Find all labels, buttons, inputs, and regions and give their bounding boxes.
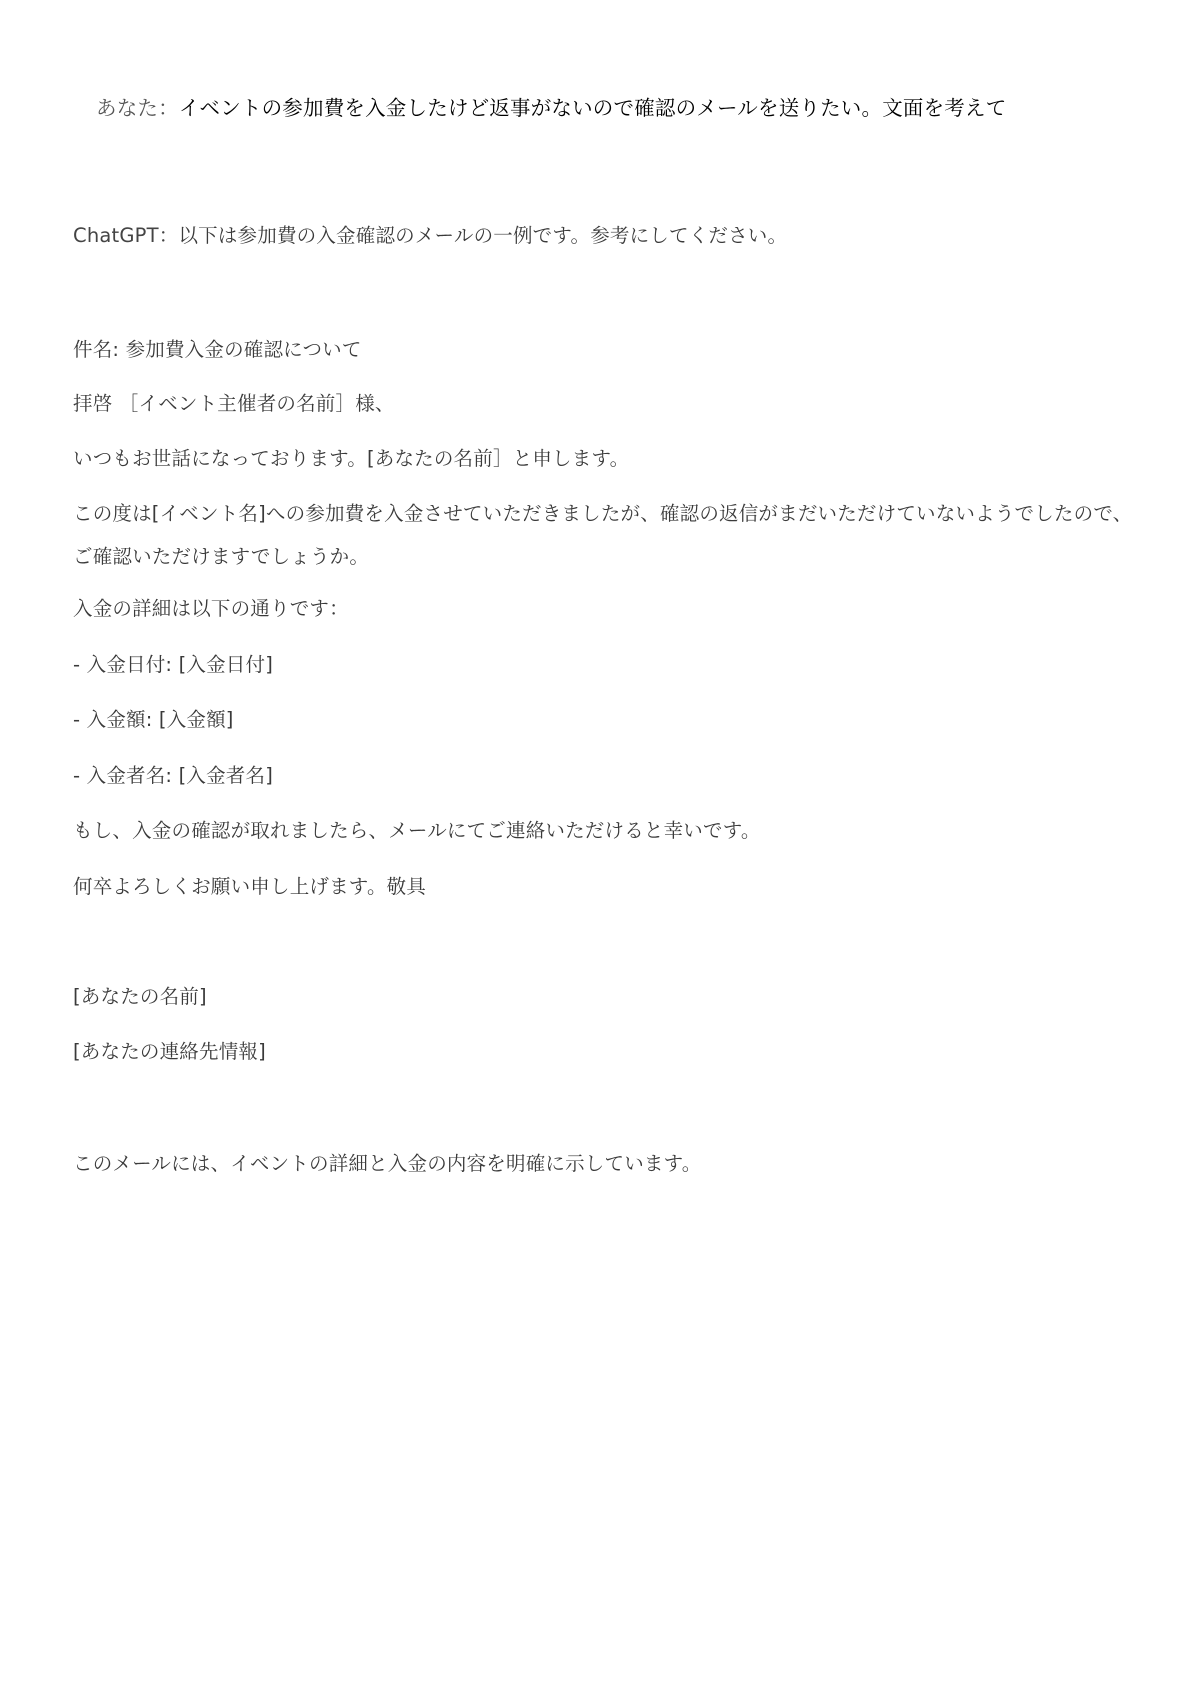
email-signature-name: [あなたの名前] xyxy=(73,985,207,1008)
user-message-line xyxy=(96,93,1156,123)
assistant-speaker-label: ChatGPT： xyxy=(73,224,179,247)
email-details-intro: 入金の詳細は以下の通りです： xyxy=(73,597,349,620)
user-message-text: イベントの参加費を入金したけど返事がないので確認のメールを送りたい。文面を考えて xyxy=(178,96,1007,120)
assistant-intro-text: 以下は参加費の入金確認のメールの一例です。参考にしてください。 xyxy=(178,224,788,247)
email-closing: 何卒よろしくお願い申し上げます。敬具 xyxy=(73,875,427,898)
user-speaker-label: あなた： xyxy=(96,96,179,120)
email-subject: 件名: 参加費入金の確認について xyxy=(73,338,362,361)
footer-note: このメールには、イベントの詳細と入金の内容を明確に示しています。 xyxy=(73,1152,702,1175)
email-request: もし、入金の確認が取れましたら、メールにてご連絡いただけると幸いです。 xyxy=(73,819,761,842)
email-greeting: いつもお世話になっております。[あなたの名前］と申します。 xyxy=(73,447,630,470)
email-signature-contact: [あなたの連絡先情報] xyxy=(73,1040,266,1063)
email-body-paragraph: この度は[イベント名]への参加費を入金させていただきましたが、確認の返信がまだいただけていないようでしたので、ご確認いただけますでしょうか。 xyxy=(73,502,1133,568)
email-detail-item-payer: - 入金者名: [入金者名] xyxy=(73,764,274,787)
email-detail-item-date: - 入金日付: [入金日付] xyxy=(73,653,274,676)
email-salutation: 拝啓 ［イベント主催者の名前］様、 xyxy=(73,392,395,415)
email-detail-item-amount: - 入金額: [入金額] xyxy=(73,708,234,731)
assistant-intro-line xyxy=(73,221,1133,251)
